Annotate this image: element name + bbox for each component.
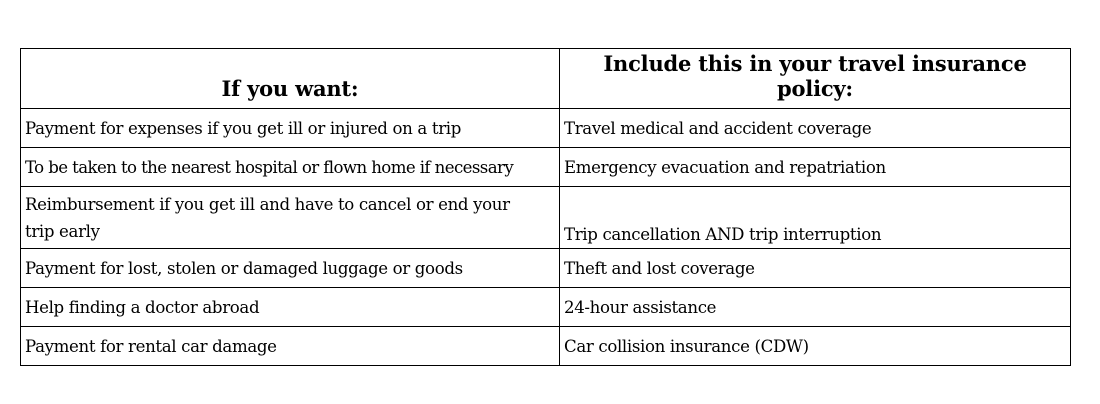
table-row (21, 187, 1071, 249)
coverage-cell: Travel medical and accident coverage (560, 109, 1071, 148)
header-include-this: Include this in your travel insurance policy: (560, 49, 1071, 109)
travel-insurance-table (20, 48, 1071, 366)
coverage-cell: Trip cancellation AND trip interruption (560, 187, 1071, 249)
need-cell: Payment for expenses if you get ill or injured on a trip (21, 109, 560, 148)
coverage-cell: Theft and lost coverage (560, 249, 1071, 288)
need-cell: Payment for lost, stolen or damaged luggage or goods (21, 249, 560, 288)
table-row (21, 288, 1071, 327)
need-cell: Help finding a doctor abroad (21, 288, 560, 327)
need-cell: Reimbursement if you get ill and have to cancel or end your trip early (21, 187, 560, 249)
header-row (21, 49, 1071, 109)
need-cell: Payment for rental car damage (21, 327, 560, 366)
coverage-cell: Car collision insurance (CDW) (560, 327, 1071, 366)
coverage-cell: 24-hour assistance (560, 288, 1071, 327)
header-if-you-want: If you want: (21, 49, 560, 109)
table-row (21, 249, 1071, 288)
table-row (21, 109, 1071, 148)
coverage-cell: Emergency evacuation and repatriation (560, 148, 1071, 187)
table-row (21, 327, 1071, 366)
table-row (21, 148, 1071, 187)
need-cell: To be taken to the nearest hospital or flown home if necessary (21, 148, 560, 187)
